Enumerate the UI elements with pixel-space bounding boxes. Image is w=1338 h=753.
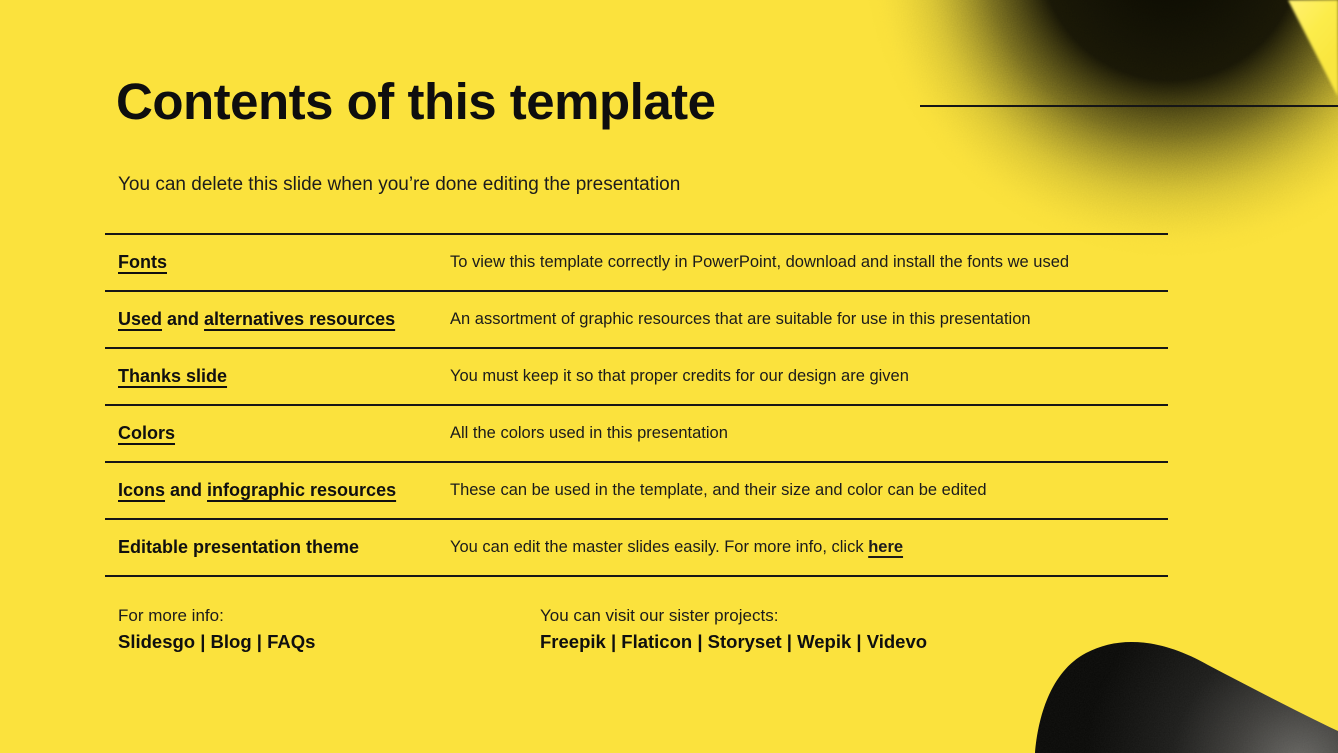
- text-part: You must keep it so that proper credits for our design are given: [450, 367, 909, 385]
- footer-more-info: [118, 606, 315, 653]
- row-term: [118, 423, 450, 444]
- row-term: [118, 480, 450, 501]
- top-divider-line: [920, 105, 1338, 107]
- row-description: [450, 538, 1168, 557]
- page-title: Contents of this template: [116, 73, 716, 130]
- row-description: [450, 253, 1168, 272]
- footer-sister-links[interactable]: Freepik | Flaticon | Storyset | Wepik | Videvo: [540, 631, 928, 652]
- text-part: and: [162, 309, 205, 329]
- row-term: [118, 252, 450, 273]
- text-part: You can edit the master slides easily. For more info, click: [450, 538, 869, 556]
- top-right-gradient-decoration: [850, 0, 1338, 260]
- term-link[interactable]: alternatives resources: [204, 309, 396, 329]
- table-row: [105, 290, 1168, 347]
- term-link[interactable]: Icons: [118, 480, 166, 500]
- row-term: [118, 309, 450, 330]
- page-subtitle: You can delete this slide when you’re done editing the presentation: [118, 174, 681, 195]
- term-link[interactable]: Thanks slide: [118, 366, 228, 386]
- footer-info-label: For more info:: [118, 606, 224, 625]
- row-term: [118, 537, 450, 558]
- footer-sister-projects: [540, 606, 927, 653]
- footer-sister-label: You can visit our sister projects:: [540, 606, 779, 625]
- table-row: [105, 518, 1168, 575]
- term-link[interactable]: Colors: [118, 423, 176, 443]
- row-description: [450, 424, 1168, 443]
- table-row: [105, 233, 1168, 290]
- text-part: All the colors used in this presentation: [450, 424, 728, 442]
- term-link[interactable]: Fonts: [118, 252, 167, 272]
- bottom-right-blob-shape: [1008, 626, 1338, 753]
- table-row: [105, 461, 1168, 518]
- row-description: [450, 310, 1168, 329]
- row-description: [450, 367, 1168, 386]
- footer-info-links[interactable]: Slidesgo | Blog | FAQs: [118, 631, 316, 652]
- row-description: [450, 481, 1168, 500]
- text-part: Editable presentation theme: [118, 537, 360, 557]
- term-link[interactable]: Used: [118, 309, 163, 329]
- table-row: [105, 404, 1168, 461]
- term-link[interactable]: infographic resources: [207, 480, 397, 500]
- row-term: [118, 366, 450, 387]
- here-link[interactable]: here: [868, 538, 904, 556]
- contents-table: [105, 233, 1168, 577]
- text-part: To view this template correctly in PowerPoint, download and install the fonts we used: [450, 253, 1070, 271]
- table-row: [105, 347, 1168, 404]
- text-part: An assortment of graphic resources that are suitable for use in this presentation: [450, 310, 1031, 328]
- text-part: These can be used in the template, and their size and color can be edited: [450, 481, 987, 499]
- text-part: and: [165, 480, 208, 500]
